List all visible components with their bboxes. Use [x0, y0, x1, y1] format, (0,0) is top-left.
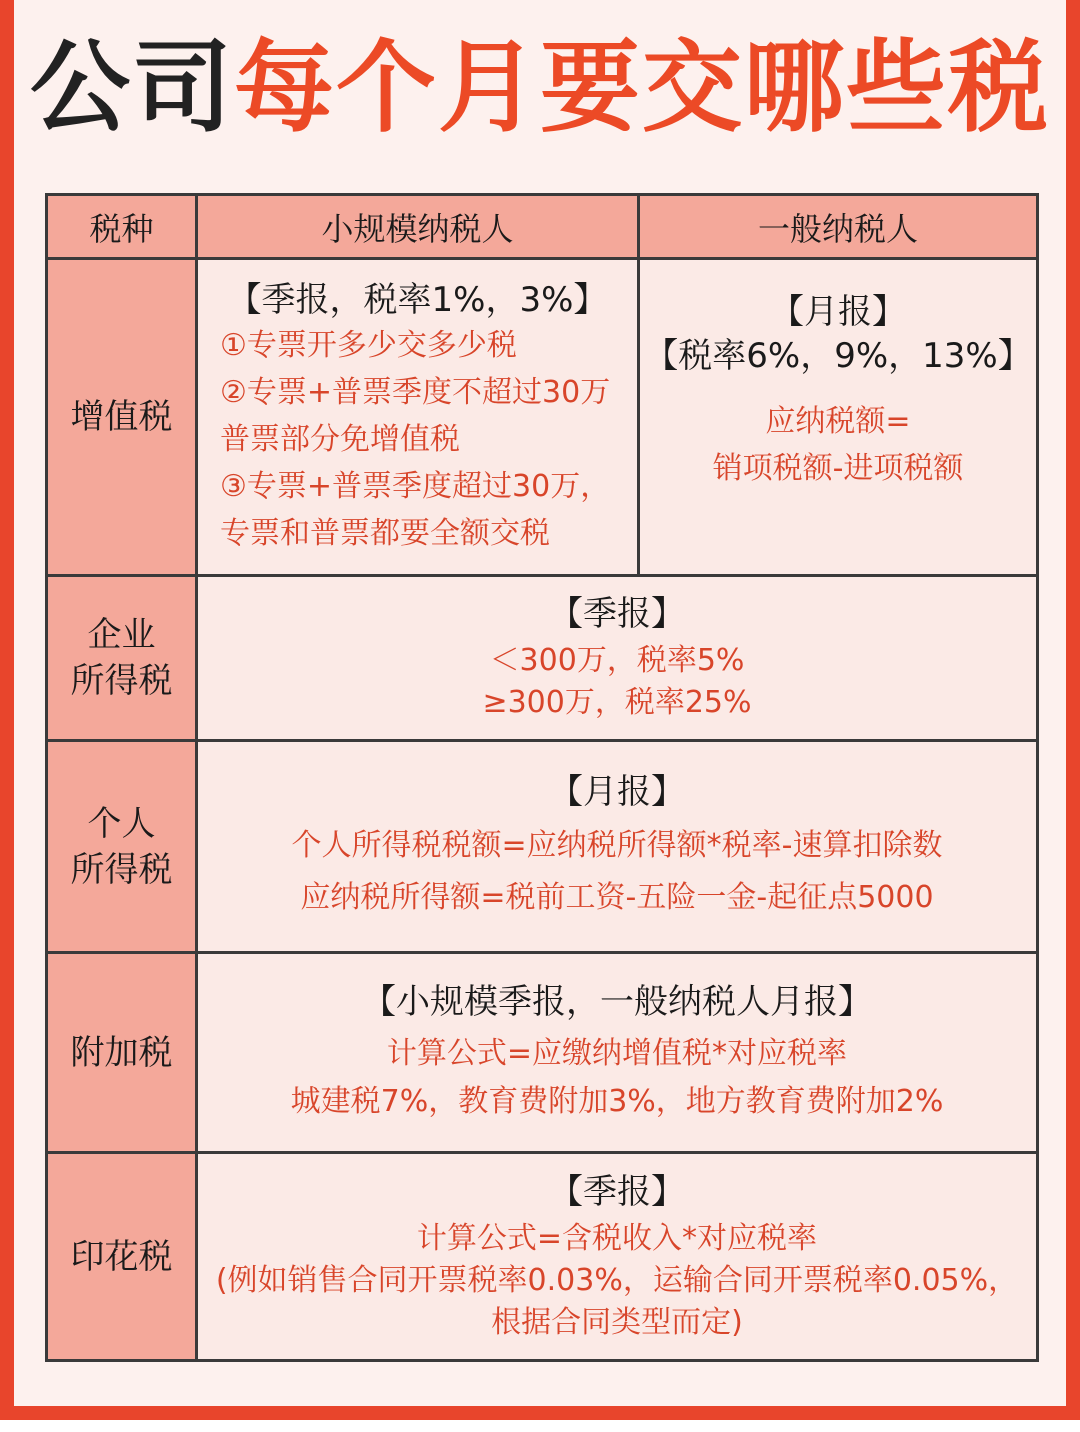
- stamp-line: 根据合同类型而定): [491, 1304, 743, 1340]
- row-name-cit: [47, 576, 197, 741]
- vat-small-line: ①专票开多少交多少税: [220, 327, 517, 363]
- header-tax-type: 税种: [47, 195, 197, 259]
- cit-head: 【季报】: [549, 594, 685, 634]
- vat-general-head1: 【月报】: [770, 292, 906, 332]
- stamp-line: 计算公式=含税收入*对应税率: [416, 1220, 818, 1256]
- table-row-stamp: [47, 1153, 1038, 1361]
- tax-table: [45, 193, 1039, 1362]
- vat-general-line: 销项税额-进项税额: [712, 451, 964, 486]
- cit-line: ＜300万，税率5%: [489, 643, 745, 678]
- stamp-cell: [197, 1153, 1038, 1361]
- surtax-head: 【小规模季报，一般纳税人月报】: [362, 981, 872, 1022]
- surtax-line: 计算公式=应缴纳增值税*对应税率: [386, 1035, 848, 1071]
- row-name-iit: [47, 741, 197, 953]
- vat-small-head: 【季报，税率1%，3%】: [227, 279, 608, 320]
- title-part1: 公司: [30, 29, 234, 146]
- stamp-line: (例如销售合同开票税率0.03%，运输合同开票税率0.05%，: [215, 1262, 1019, 1298]
- cit-line: ≥300万，税率25%: [482, 685, 752, 720]
- surtax-cell: [197, 953, 1038, 1153]
- vat-small-line: 专票和普票都要全额交税: [220, 515, 550, 551]
- row-name-cit-line2: 所得税: [70, 661, 173, 701]
- header-small-taxpayer: 小规模纳税人: [197, 195, 639, 259]
- row-name-vat: 增值税: [47, 259, 197, 576]
- stamp-head: 【季报】: [549, 1171, 685, 1212]
- row-name-iit-line1: 个人: [87, 803, 156, 844]
- iit-line: 应纳税所得额=税前工资-五险一金-起征点5000: [300, 879, 934, 915]
- vat-small-line: 普票部分免增值税: [220, 421, 460, 457]
- surtax-line: 城建税7%，教育费附加3%，地方教育费附加2%: [290, 1083, 944, 1119]
- table-row-vat: [47, 259, 1038, 576]
- row-name-surtax: 附加税: [47, 953, 197, 1153]
- iit-head: 【月报】: [549, 771, 685, 812]
- iit-cell: [197, 741, 1038, 953]
- table-row-cit: [47, 576, 1038, 741]
- table-header-row: [47, 195, 1038, 259]
- cit-cell: [197, 576, 1038, 741]
- vat-general-cell: [639, 259, 1038, 576]
- vat-general-head2: 【税率6%，9%，13%】: [644, 336, 1032, 376]
- title-part2: 每个月要交: [234, 29, 744, 146]
- row-name-cit-line1: 企业: [87, 615, 156, 655]
- header-general-taxpayer: 一般纳税人: [639, 195, 1038, 259]
- table-row-iit: [47, 741, 1038, 953]
- vat-small-line: ③专票+普票季度超过30万，: [220, 468, 611, 504]
- title-part3: 哪些税: [744, 29, 1050, 146]
- poster-title: [0, 28, 1080, 148]
- row-name-stamp: 印花税: [47, 1153, 197, 1361]
- iit-line: 个人所得税税额=应纳税所得额*税率-速算扣除数: [291, 827, 943, 863]
- vat-general-line: 应纳税额=: [765, 404, 911, 439]
- vat-small-line: ②专票+普票季度不超过30万: [220, 374, 611, 410]
- table-row-surtax: [47, 953, 1038, 1153]
- vat-small-cell: [197, 259, 639, 576]
- row-name-iit-line2: 所得税: [70, 849, 173, 890]
